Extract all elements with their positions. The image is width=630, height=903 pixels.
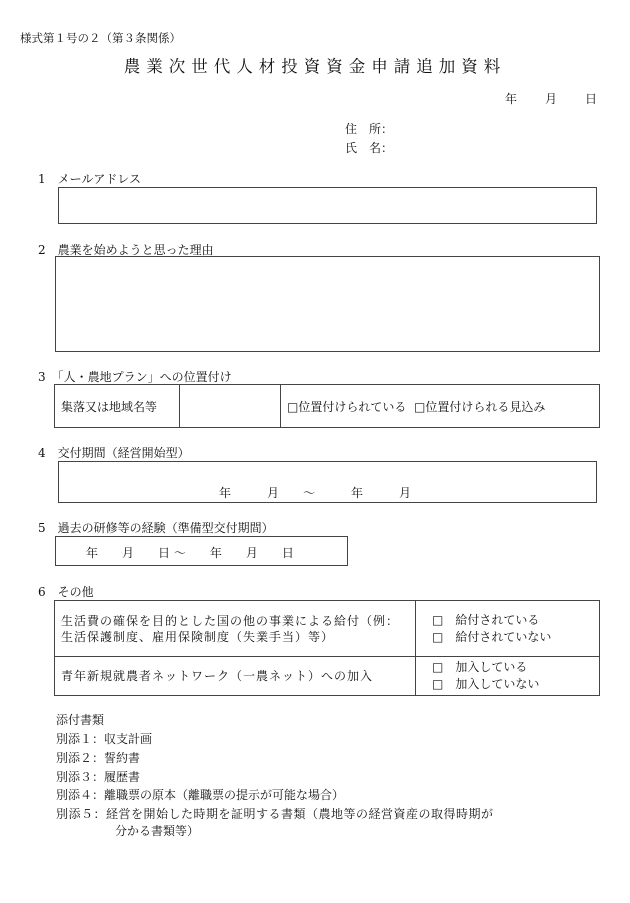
benefit-not-received-checkbox[interactable]: □ 給付されていない <box>432 629 552 644</box>
section-training-heading: 5 過去の研修等の経験（準備型交付期間） <box>38 521 274 535</box>
grant-period-field[interactable] <box>58 461 597 503</box>
attachment-continuation: 分かる書類等） <box>115 824 200 838</box>
address-label: 住 所： <box>345 122 394 136</box>
date-day-label: 日 <box>585 92 598 106</box>
other-table <box>54 600 600 696</box>
date-year-label: 年 <box>505 92 518 106</box>
village-field[interactable] <box>180 385 281 428</box>
training-period-field[interactable] <box>55 536 348 566</box>
network-joined-checkbox[interactable]: □ 加入している <box>432 660 528 674</box>
benefit-received-checkbox[interactable]: □ 給付されている <box>432 612 540 627</box>
plan-table <box>54 384 600 428</box>
grant-period-text: 年 月 ～ 年 月 <box>219 486 412 500</box>
attachment-item: 別添１：収支計画 <box>56 732 153 746</box>
attachment-item: 別添２：誓約書 <box>56 751 141 765</box>
name-label: 氏 名： <box>345 141 394 155</box>
form-number: 様式第１号の２（第３条関係） <box>20 31 181 45</box>
reason-field[interactable] <box>55 256 600 352</box>
date-month-label: 月 <box>545 92 558 106</box>
village-label: 集落又は地域名等 <box>55 385 180 428</box>
section-grant-period-heading: 4 交付期間（経営開始型） <box>38 446 190 460</box>
section-reason-heading: 2 農業を始めようと思った理由 <box>38 243 214 257</box>
option-positioned-checkbox[interactable]: □位置付けられている <box>287 399 407 414</box>
attachment-item: 別添３：履歴書 <box>56 770 141 784</box>
plan-options <box>281 385 600 428</box>
option-expected-checkbox[interactable]: □位置付けられる見込み <box>413 399 546 414</box>
email-field[interactable] <box>58 187 597 224</box>
section-email-heading: 1 メールアドレス <box>38 172 142 186</box>
training-period-text: 年 月 日 ～ 年 月 日 <box>86 546 294 560</box>
section-other-heading: 6 その他 <box>38 585 94 599</box>
benefit-question: 生活費の確保を目的とした国の他の事業による給付（例：生活保護制度、雇用保険制度（失業手当）等） <box>55 601 416 657</box>
section-plan-heading: 3 「人・農地プラン」への位置付け <box>38 370 232 384</box>
attachment-item: 別添５：経営を開始した時期を証明する書類（農地等の経営資産の取得時期が <box>56 807 494 821</box>
attachments-heading: 添付書類 <box>56 713 105 727</box>
network-options <box>416 657 600 696</box>
benefit-options <box>416 601 600 657</box>
attachment-item: 別添４：離職票の原本（離職票の提示が可能な場合） <box>56 788 345 802</box>
network-not-joined-checkbox[interactable]: □ 加入していない <box>432 677 540 691</box>
page-title: 農業次世代人材投資資金申請追加資料 <box>123 57 507 76</box>
network-question: 青年新規就農者ネットワーク（一農ネット）への加入 <box>55 657 416 696</box>
